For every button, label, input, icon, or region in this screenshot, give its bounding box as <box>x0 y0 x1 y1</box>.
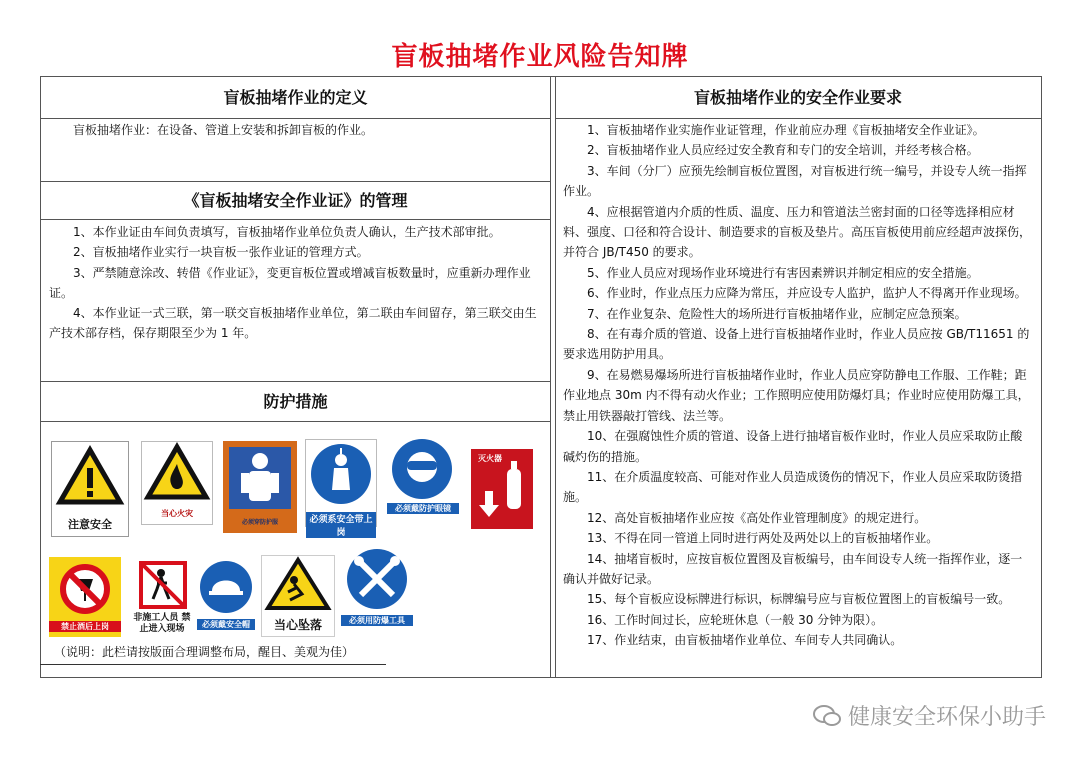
no-entry-person-sign <box>131 559 193 639</box>
permit-heading: 《盲板抽堵安全作业证》的管理 <box>41 182 550 220</box>
requirement-item: 15、每个盲板应设标牌进行标识，标牌编号应与盲板位置图上的盲板编号一致。 <box>587 592 1011 607</box>
watermark-text: 健康安全环保小助手 <box>847 705 1046 730</box>
anti-static-tools-sign <box>341 545 413 633</box>
protective-suit-icon <box>223 441 297 521</box>
definition-text-block <box>49 120 542 140</box>
definition-text: 盲板抽堵作业：在设备、管道上安装和拆卸盲板的作业。 <box>73 123 374 137</box>
requirement-item: 14、抽堵盲板时，应按盲板位置图及盲板编号，由车间设专人统一指挥作业，逐一确认并做好记录。 <box>563 551 1023 586</box>
protective-suit-sign <box>223 441 297 533</box>
fall-warning-icon <box>262 556 334 612</box>
requirement-item: 9、在易燃易爆场所进行盲板抽堵作业时，作业人员应穿防静电工作服、工作鞋；距作业地点 30m 内不得有动火作业；工作照明应使用防爆灯具；作业时应使用防爆工具，禁止用铁器敲打管线、法兰等。 <box>563 367 1030 423</box>
tie-off-belt-sign <box>305 439 377 538</box>
sign-label: 当心火灾 <box>161 509 193 518</box>
requirements-list <box>563 120 1033 651</box>
sign-label: 非施工人员 禁止进入现场 <box>133 613 191 634</box>
fire-extinguisher-sign <box>471 449 533 529</box>
definition-heading: 盲板抽堵作业的定义 <box>41 77 550 119</box>
tie-off-belt-icon <box>306 440 376 510</box>
left-column <box>41 77 556 677</box>
requirement-item: 6、作业时，作业点压力应降为常压，并应设专人监护，监护人不得离开作业现场。 <box>587 286 1027 301</box>
fire-warning-icon <box>142 442 212 504</box>
sign-label: 禁止酒后上岗 <box>49 621 121 632</box>
caution-sign <box>51 441 129 537</box>
requirement-item: 4、应根据管道内介质的性质、温度、压力和管道法兰密封面的口径等选择相应材料、强度、口径和符合设计、制造要求的盲板及垫片。高压盲板使用前应经超声波探伤，并符合 JB/T450 的要求。 <box>563 204 1032 260</box>
face-shield-icon <box>387 437 457 503</box>
permit-item: 1、本作业证由车间负责填写，盲板抽堵作业单位负责人确认，生产技术部审批。 <box>73 225 501 239</box>
right-column <box>555 77 1041 677</box>
requirement-item: 8、在有毒介质的管道、设备上进行盲板抽堵作业时，作业人员应按 GB/T11651 的要求选用防护用具。 <box>563 327 1030 362</box>
requirement-item: 7、在作业复杂、危险性大的场所进行盲板抽堵作业，应制定应急预案。 <box>587 306 967 321</box>
hard-hat-sign <box>197 557 255 637</box>
requirement-item: 13、不得在同一管道上同时进行两处及两处以上的盲板抽堵作业。 <box>587 531 939 546</box>
protection-heading: 防护措施 <box>41 382 550 422</box>
requirement-item: 11、在介质温度较高、可能对作业人员造成烫伤的情况下，作业人员应采取防烫措施。 <box>563 469 1023 505</box>
no-entry-person-icon <box>131 559 193 611</box>
sign-label: 必须戴安全帽 <box>197 619 255 630</box>
permit-item: 3、严禁随意涂改、转借《作业证》，变更盲板位置或增减盲板数量时，应重新办理作业证。 <box>49 265 531 300</box>
face-shield-sign <box>387 437 459 523</box>
permit-list <box>49 222 542 344</box>
permit-item: 4、本作业证一式三联，第一联交盲板抽堵作业单位，第二联由车间留存，第三联交由生产技术部存档，保存期限至少为 1 年。 <box>49 306 537 341</box>
safety-signs-area <box>47 427 540 657</box>
sign-label: 必须系安全带上岗 <box>306 512 376 538</box>
note-underline <box>40 664 386 665</box>
requirement-item: 12、高处盲板抽堵作业应按《高处作业管理制度》的规定进行。 <box>587 510 927 525</box>
hard-hat-icon <box>197 557 255 617</box>
requirements-heading: 盲板抽堵作业的安全作业要求 <box>555 77 1041 119</box>
watermark <box>812 700 1046 731</box>
sign-label: 必须穿防护服 <box>241 519 278 526</box>
sign-label: 注意安全 <box>68 518 112 531</box>
requirement-item: 16、工作时间过长，应轮班休息（一般 30 分钟为限）。 <box>587 612 884 627</box>
fall-warning-sign <box>261 555 335 637</box>
requirement-item: 1、盲板抽堵作业实施作业证管理，作业前应办理《盲板抽堵安全作业证》。 <box>587 123 985 137</box>
notice-board <box>40 76 1042 678</box>
requirement-item: 17、作业结束，由盲板抽堵作业单位、车间专人共同确认。 <box>587 633 903 648</box>
requirement-item: 5、作业人员应对现场作业环境进行有害因素辨识并制定相应的安全措施。 <box>587 265 979 280</box>
layout-note: （说明：此栏请按版面合理调整布局，醒目、美观为佳） <box>54 645 355 659</box>
no-alcohol-sign <box>49 557 121 637</box>
requirement-item: 2、盲板抽堵作业人员应经过安全教育和专门的安全培训，并经考核合格。 <box>587 143 979 158</box>
sign-label: 必须用防爆工具 <box>341 615 413 626</box>
page-title: 盲板抽堵作业风险告知牌 <box>391 42 689 72</box>
requirement-item: 3、车间（分厂）应预先绘制盲板位置图，对盲板进行统一编号，并设专人统一指挥作业。 <box>563 163 1027 199</box>
fire-warning-sign <box>141 441 213 525</box>
requirement-item: 10、在强腐蚀性介质的管道、设备上进行抽堵盲板作业时，作业人员应采取防止酸碱灼伤的措施。 <box>563 429 1023 464</box>
sign-label: 必须戴防护眼镜 <box>387 503 459 514</box>
anti-static-tools-icon <box>341 545 413 613</box>
wechat-icon <box>812 704 842 728</box>
permit-item: 2、盲板抽堵作业实行一块盲板一张作业证的管理方式。 <box>73 245 369 260</box>
sign-label: 灭火器 <box>478 454 502 463</box>
caution-triangle-icon <box>52 442 128 512</box>
sign-label: 当心坠落 <box>273 618 322 632</box>
no-alcohol-icon <box>49 557 121 621</box>
